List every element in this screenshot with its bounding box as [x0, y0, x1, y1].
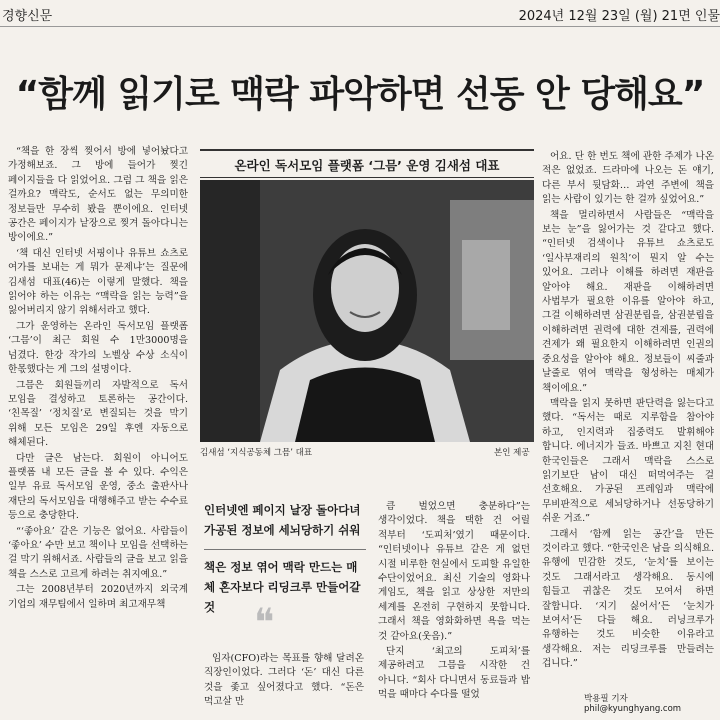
paragraph: 그래서 ‘함께 읽는 공간’을 만든 것이라고 했다. “한국인은 남을 의식해요. 유행에 민감한 것도, ‘눈치’를 보이는 것도 그래서라고 생각해요. 동시에 힘들고 귀찮은 것도 모여서 하면 잘합니다. ‘지기 싫어서’든 ‘눈치가 보여서’든 다들 해요. 러닝크루가 유행하는 것도 비슷한 이유라고 생각해요. 저는 리딩크루를 만들려는 겁니다.” [542, 528, 714, 670]
pull-quote: 인터넷엔 페이지 날장 돌아다녀 가공된 정보에 세뇌당하기 쉬워 [204, 503, 361, 537]
article-column-right [542, 150, 714, 673]
portrait-photo [200, 180, 534, 442]
paragraph: 큼 벌었으면 충분하다”는 생각이었다. 책을 택한 건 어릴 적부터 ‘도피처’였기 때문이다. “인터넷이나 유튜브 같은 게 없던 시절 비루한 현실에서 도피할 유일한 수단이었어요. 최신 기술의 영화나 게임도, 책을 읽고 상상한 저만의 세계를 온전히 구현하지 못합니다. 그래서 책을 영화화하면 욕을 먹는 것 같아요(웃음).” [378, 501, 530, 642]
interview-subtitle [200, 149, 534, 178]
pull-quote: 책은 정보 엮어 맥락 만드는 매체 혼자보다 리딩크루 만들어갈 것 [204, 549, 366, 617]
paragraph: 그는 2008년부터 2020년까지 외국계 기업의 재무팀에서 일하며 최고재무책 [8, 584, 188, 610]
article-column-mid-right [378, 500, 530, 704]
paragraph: ‘책 대신 인터넷 서핑이나 유튜브 쇼츠로 여가를 보내는 게 뭐가 문제냐’는 질문에 김새섬 대표(46)는 이렇게 말했다. 책을 읽어야 하는 이유는 “맥락을 읽는 능력”을 잃어버리지 않기 위해서라고 했다. [8, 247, 188, 317]
pull-quotes [204, 500, 366, 626]
paragraph: 그믐은 회원들끼리 자발적으로 독서 모임을 결성하고 토론하는 공간이다. ‘친목질’ ‘정치질’로 변질되는 것을 막기 위해 모든 모임은 29일 후엔 자동으로 해체된다. [8, 379, 188, 449]
paragraph: “‘좋아요’ 같은 기능은 없어요. 사람들이 ‘좋아요’ 수만 보고 책이나 모임을 선택하는 걸 막기 위해서죠. 사람들의 글을 보고 읽을 책을 스스로 고르게 하려는 취지예요.” [8, 525, 188, 580]
portrait-illustration [200, 180, 534, 442]
paragraph: 맥락을 읽지 못하면 판단력을 잃는다고 했다. “독서는 때로 지루함을 참아야 하고, 인지력과 집중력도 발휘해야 합니다. 에너지가 들죠. 바쁘고 지친 현대 한국인들은 그래서 맥락을 스스로 읽기보단 남이 대신 떠먹여주는 걸 선호해요. 가공된 프레임과 맥락에 무비판적으로 세뇌당하거나 선동당하기 쉬운 거죠.” [542, 397, 714, 525]
photo-caption: 김새섬 ‘지식공동체 그믐’ 대표 [200, 448, 313, 458]
article-column-mid-left [204, 652, 364, 711]
issue-date: 2024년 12월 23일 (월) 21면 인물 [518, 9, 720, 24]
article-column-left [8, 145, 188, 613]
headline: “함께 읽기로 맥락 파악하면 선동 안 당해요” [15, 74, 705, 115]
masthead [0, 0, 720, 27]
paragraph: 그가 운영하는 온라인 독서모임 플랫폼 ‘그믐’이 최근 회원 수 1만3000명을 넘겼다. 한강 작가의 노벨상 수상 소식이 한몫했다는 게 그의 설명이다. [8, 320, 188, 376]
byline: 박용필 기자 phil@kyunghyang.com [584, 694, 682, 714]
subtitle-text: 온라인 독서모임 플랫폼 ‘그믐’ 운영 김새섬 대표 [234, 158, 500, 173]
paragraph: “책을 한 장씩 찢어서 방에 넣어놨다고 가정해보죠. 그 방에 들어가 찢긴 페이지들을 다 읽었어요. 그럼 그 책을 읽은 걸까요? 맥락도, 순서도 없는 무의미한 정보들만 무수히 봤을 뿐이에요. 인터넷 공간은 페이지가 낱장으로 찢겨 돌아다니는 방이에요.” [8, 146, 188, 244]
newspaper-brand: 경향신문 [2, 9, 53, 24]
quote-mark-icon: ❝ [254, 600, 275, 644]
paragraph: 임자(CFO)라는 목표를 향해 달려온 직장인이었다. 그러다 ‘돈’ 대신 다른 것을 좇고 싶어졌다고 했다. “돈은 먹고살 만 [204, 653, 364, 708]
paragraph: 단지 ‘최고의 도피처’를 제공하려고 그믐을 시작한 건 아니다. “회사 다니면서 동료들과 밥 먹을 때마다 수다를 떨었 [378, 646, 530, 701]
paragraph: 어요. 단 한 번도 책에 관한 주제가 나온 적은 없었죠. 드라마에 나오는 돈 얘기, 다른 부서 뒷담화… 과연 주변에 책을 읽는 사람이 있기는 한 걸까 싶었어요.” [542, 151, 714, 206]
photo-credit: 본인 제공 [494, 448, 530, 458]
paragraph: 다만 글은 남는다. 회원이 아니어도 플랫폼 내 모든 글을 볼 수 있다. 수익은 일부 유료 독서모임 운영, 중소 출판사나 재단의 독서모임을 대행해주고 받는 수수료 등으로 충당한다. [8, 452, 188, 522]
paragraph: 책을 멀리하면서 사람들은 “맥락을 보는 눈”을 잃어가는 것 같다고 했다. “인터넷 검색이나 유튜브 쇼츠로도 ‘일사부재리의 원칙’이 뭔지 알 수는 있어요. 그러나 이해를 하려면 재판을 알아야 해요. 재판을 이해하려면 사법부가 필요한 이유를 알아야 하고, 그걸 이해하려면 삼권분립을, 삼권분립을 이해하려면 권력에 대한 견제를, 권력에 견제가 왜 필요한지 이해하려면 인권의 중요성을 알아야 해요. 정보들이 씨줄과 날줄로 엮여 맥락을 형성하는 매체가 책이에요.” [542, 209, 714, 394]
